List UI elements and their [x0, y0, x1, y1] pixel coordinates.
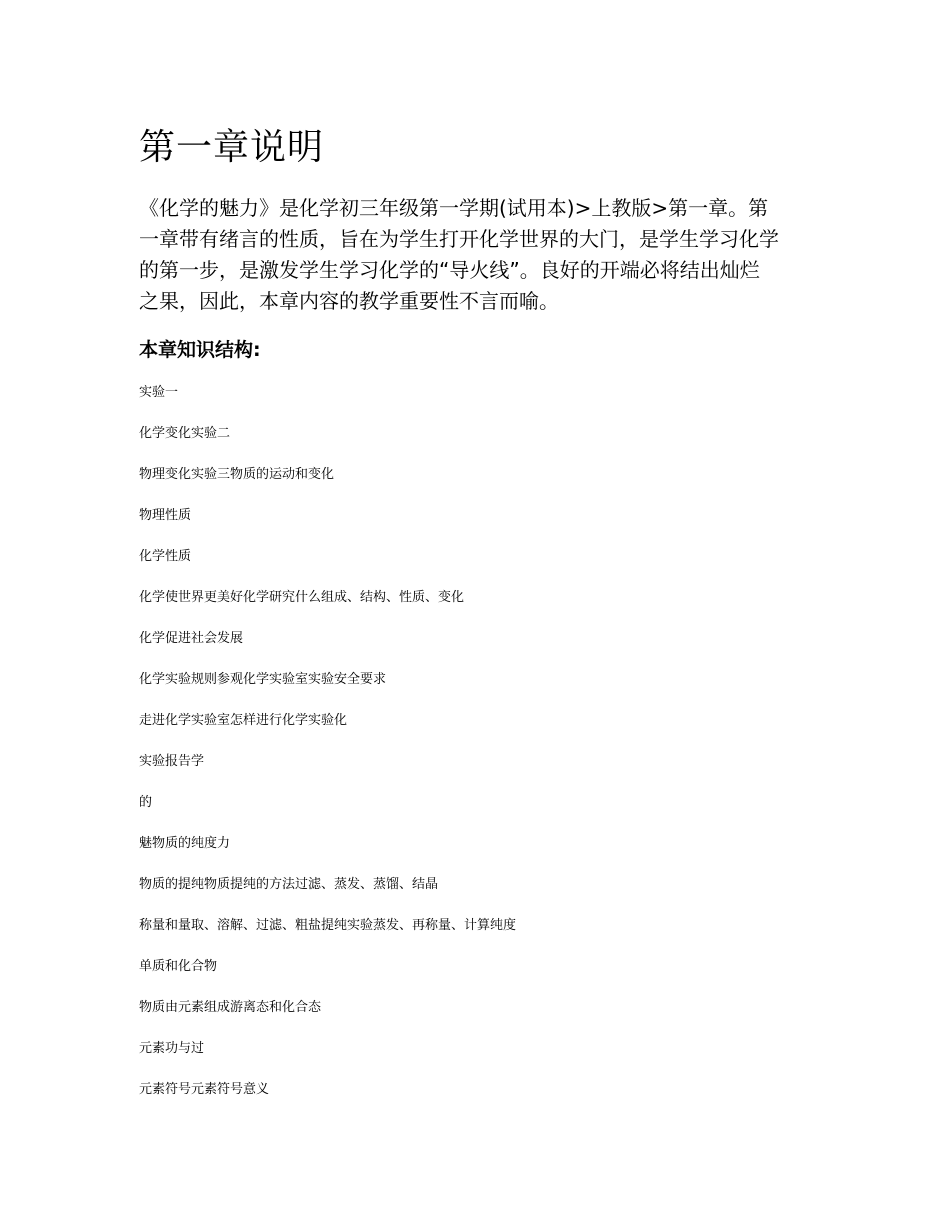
- structure-heading: 本章知识结构:: [139, 339, 261, 361]
- list-item: 化学促进社会发展: [139, 631, 244, 646]
- list-item: 单质和化合物: [139, 959, 218, 974]
- list-item: 的: [139, 795, 153, 810]
- page-title: 第一章说明: [139, 127, 325, 168]
- intro-line: 之果，因此，本章内容的教学重要性不言而喻。: [139, 289, 559, 313]
- list-item: 元素功与过: [139, 1041, 205, 1056]
- list-item: 实验一: [139, 385, 179, 400]
- list-item: 化学实验规则参观化学实验室实验安全要求: [139, 672, 387, 687]
- list-item: 物质由元素组成游离态和化合态: [139, 1000, 322, 1015]
- list-item: 魅物质的纯度力: [139, 836, 231, 851]
- intro-line: 一章带有绪言的性质，旨在为学生打开化学世界的大门，是学生学习化学: [139, 227, 779, 251]
- list-item: 称量和量取、溶解、过滤、粗盐提纯实验蒸发、再称量、计算纯度: [139, 918, 517, 933]
- list-item: 物理变化实验三物质的运动和变化: [139, 467, 335, 482]
- list-item: 实验报告学: [139, 754, 205, 769]
- intro-line: 的第一步，是激发学生学习化学的“导火线”。良好的开端必将结出灿烂: [139, 258, 760, 282]
- list-item: 走进化学实验室怎样进行化学实验化: [139, 713, 348, 728]
- intro-paragraph: [139, 193, 815, 317]
- list-item: 物质的提纯物质提纯的方法过滤、蒸发、蒸馏、结晶: [139, 877, 439, 892]
- list-item: 化学性质: [139, 549, 192, 564]
- list-item: 元素符号元素符号意义: [139, 1082, 270, 1097]
- list-item: 物理性质: [139, 508, 192, 523]
- intro-line: 《化学的魅力》是化学初三年级第一学期(试用本)>上教版>第一章。第: [139, 196, 769, 220]
- list-item: 化学变化实验二: [139, 426, 231, 441]
- knowledge-structure-list: [139, 383, 516, 1121]
- list-item: 化学使世界更美好化学研究什么组成、结构、性质、变化: [139, 590, 465, 605]
